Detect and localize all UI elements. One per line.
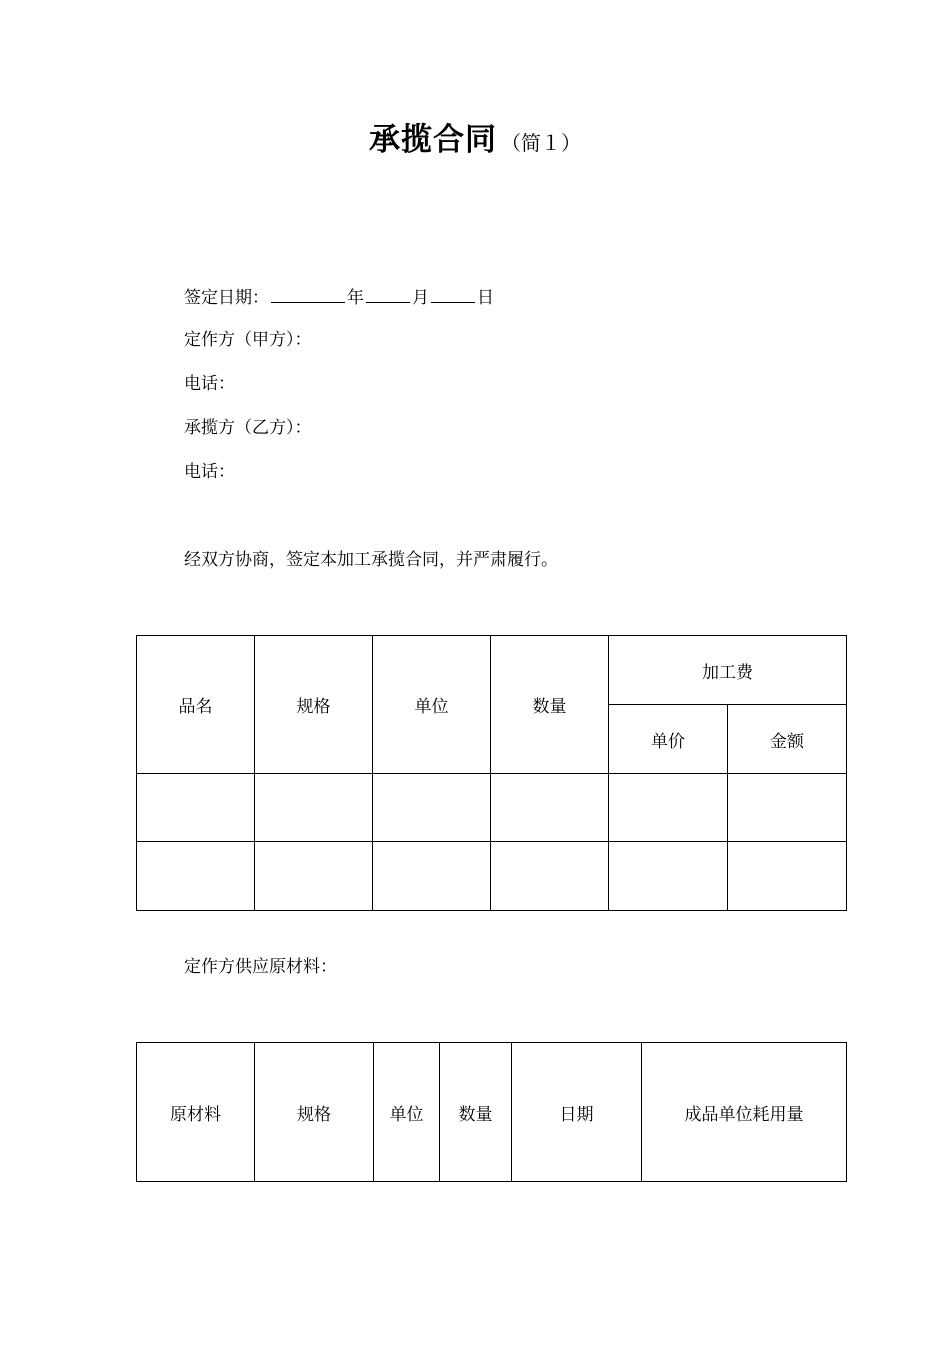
title-sub: （简１） <box>501 131 581 155</box>
table-cell[interactable] <box>137 774 255 842</box>
table-cell[interactable] <box>609 842 728 911</box>
table-cell[interactable] <box>491 842 609 911</box>
table-cell[interactable] <box>728 842 847 911</box>
table-row <box>137 774 847 842</box>
table-cell[interactable] <box>609 774 728 842</box>
phone-a-label: 电话： <box>184 374 235 394</box>
sign-date-line <box>184 284 494 310</box>
table-cell[interactable] <box>373 842 491 911</box>
materials-header-quantity: 数量 <box>440 1043 512 1182</box>
table-cell[interactable] <box>491 774 609 842</box>
table-cell[interactable] <box>255 842 373 911</box>
header-amount: 金额 <box>728 705 847 774</box>
day-blank[interactable] <box>431 284 475 303</box>
header-spec: 规格 <box>255 636 373 774</box>
materials-header-date: 日期 <box>512 1043 642 1182</box>
table-cell[interactable] <box>137 842 255 911</box>
party-a-label: 定作方（甲方）： <box>184 330 312 350</box>
materials-header-consumption: 成品单位耗用量 <box>642 1043 847 1182</box>
header-unit-price: 单价 <box>609 705 728 774</box>
materials-header-raw: 原材料 <box>137 1043 255 1182</box>
materials-header-spec: 规格 <box>255 1043 374 1182</box>
materials-label: 定作方供应原材料： <box>184 957 337 977</box>
phone-b-label: 电话： <box>184 462 235 482</box>
title-main: 承揽合同 <box>369 122 497 158</box>
table-cell[interactable] <box>255 774 373 842</box>
sign-date-label: 签定日期： <box>184 288 269 308</box>
materials-table <box>136 1042 847 1182</box>
year-blank[interactable] <box>271 284 345 303</box>
header-fee: 加工费 <box>609 636 847 705</box>
document-title <box>0 112 950 173</box>
header-name: 品名 <box>137 636 255 774</box>
processing-table <box>136 635 847 911</box>
materials-header-unit: 单位 <box>374 1043 440 1182</box>
day-label: 日 <box>477 288 494 308</box>
header-quantity: 数量 <box>491 636 609 774</box>
table-cell[interactable] <box>373 774 491 842</box>
header-unit: 单位 <box>373 636 491 774</box>
table-cell[interactable] <box>728 774 847 842</box>
table-row <box>137 842 847 911</box>
intro-text: 经双方协商，签定本加工承揽合同，并严肃履行。 <box>184 550 558 570</box>
year-label: 年 <box>347 288 364 308</box>
month-blank[interactable] <box>366 284 410 303</box>
month-label: 月 <box>412 288 429 308</box>
party-b-label: 承揽方（乙方）： <box>184 418 312 438</box>
